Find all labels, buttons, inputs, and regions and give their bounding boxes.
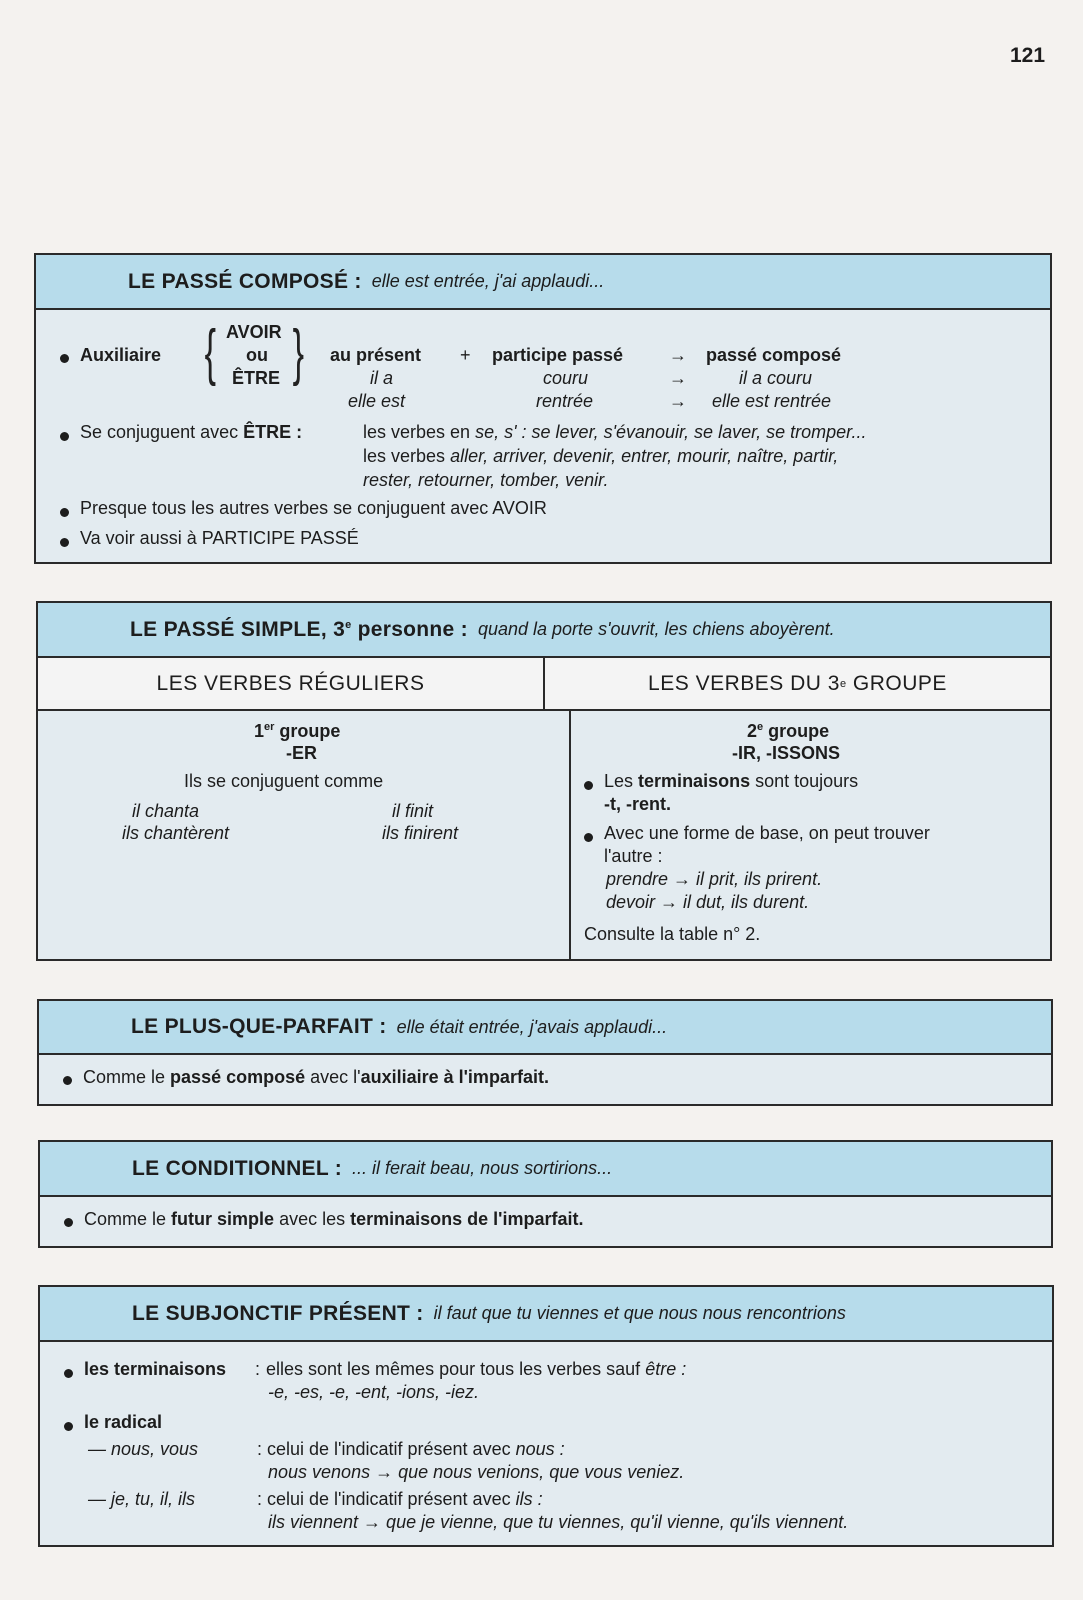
bullet-dot (584, 833, 593, 842)
passe-simple-example: quand la porte s'ouvrit, les chiens aboyèrent. (477, 619, 835, 639)
etre-line-1-b: se, s' : se lever, s'évanouir, se laver, se tromper... (475, 422, 867, 442)
etre-word-label: ÊTRE : (243, 422, 303, 442)
avoir-word: AVOIR (226, 322, 282, 342)
passe-compose-label: passé composé (706, 345, 842, 365)
conditionnel-header (40, 1142, 1051, 1197)
term-endings: -e, -es, -e, -ent, -ions, -iez. (268, 1382, 480, 1402)
g1-heading (254, 721, 340, 742)
subjonctif-example: il faut que tu viennes et que nous nous rencontrions (433, 1303, 846, 1323)
passe-simple-title-b: personne : (351, 617, 468, 641)
passe-simple-box (36, 601, 1052, 961)
cond-d: terminaisons de l'imparfait. (350, 1209, 584, 1229)
g1-label: groupe (274, 721, 341, 741)
nv-label: — nous, vous (88, 1439, 199, 1459)
passe-compose-title: LE PASSÉ COMPOSÉ : (128, 269, 362, 293)
ex2-result: elle est rentrée (712, 391, 832, 411)
nv-text-a: : celui de l'indicatif présent avec (257, 1439, 511, 1459)
col-reguliers: LES VERBES RÉGULIERS (38, 658, 545, 709)
term-c: sont toujours (755, 771, 859, 791)
pqp-b: passé composé (170, 1067, 306, 1087)
plus-sign: + (460, 345, 471, 365)
bullet-dot (60, 354, 69, 363)
forme-line-1: Avec une forme de base, on peut trouver (604, 823, 930, 843)
au-present: au présent (330, 345, 422, 365)
subjonctif-header (40, 1287, 1052, 1342)
ex-chanta: il chanta (132, 801, 200, 821)
conditionnel-body (40, 1197, 1051, 1246)
bullet-dot (63, 1076, 72, 1085)
j-word: ils : (515, 1489, 543, 1509)
nv-text (257, 1439, 565, 1460)
etre-line-1 (363, 422, 866, 443)
plus-que-parfait-box (37, 999, 1053, 1106)
pqp-title: LE PLUS-QUE-PARFAIT : (131, 1015, 387, 1038)
col-3e-b: GROUPE (846, 671, 947, 695)
cond-c: avec les (279, 1209, 346, 1229)
bullet-dot (64, 1218, 73, 1227)
arrow: → (669, 345, 687, 365)
g2-label: groupe (763, 721, 830, 741)
g2-ending: -IR, -ISSONS (732, 743, 841, 763)
term-label: les terminaisons (84, 1359, 227, 1379)
etre-word: ÊTRE (232, 368, 281, 388)
conditionnel-line (84, 1209, 583, 1230)
passe-simple-columns (38, 658, 1050, 711)
g1-ending: -ER (286, 743, 317, 763)
pqp-d: auxiliaire à l'imparfait. (360, 1067, 549, 1087)
col-3e-sup: e (839, 677, 847, 690)
pqp-line (83, 1067, 549, 1088)
term-colon: : (255, 1359, 261, 1379)
term-etre: être : (645, 1359, 687, 1379)
bullet-dot (60, 538, 69, 547)
conj-comme: Ils se conjuguent comme (184, 771, 384, 791)
ex1-aux: il a (370, 368, 394, 388)
g1-num: 1 (254, 721, 265, 741)
auxiliaire-label: Auxiliaire (80, 345, 162, 365)
pqp-c: avec l' (310, 1067, 361, 1087)
term-endings: -t, -rent. (604, 794, 671, 814)
term-b: terminaisons (638, 771, 751, 791)
term-line (604, 771, 858, 792)
ex2-part: rentrée (536, 391, 594, 411)
term-a: Les (604, 771, 634, 791)
bullet-dot (60, 508, 69, 517)
passe-simple-title-a: LE PASSÉ SIMPLE, 3 (130, 617, 346, 641)
subjonctif-body (40, 1342, 1052, 1545)
ex1-result: il a couru (739, 368, 813, 388)
cond-b: futur simple (171, 1209, 275, 1229)
left-brace: { (204, 318, 217, 387)
consulte-line: Consulte la table n° 2. (584, 924, 761, 944)
forme-line-2: l'autre : (604, 846, 663, 866)
pqp-header (39, 1001, 1051, 1055)
etre-line-2-b: aller, arriver, devenir, entrer, mourir, naître, partir, (450, 446, 839, 466)
col-3e-a: LES VERBES DU 3 (648, 671, 840, 695)
term-text (266, 1359, 686, 1380)
page-number: 121 (1010, 44, 1046, 67)
etre-prefix-text: Se conjuguent avec (80, 422, 239, 442)
passe-simple-title-sup: e (345, 618, 352, 631)
ex-finirent: ils finirent (382, 823, 459, 843)
ex2-aux: elle est (348, 391, 406, 411)
etre-line-2-a: les verbes (363, 446, 446, 466)
g1-sup: er (264, 721, 275, 733)
radical-label: le radical (84, 1412, 163, 1432)
arrow: → (669, 368, 687, 388)
participe-passe: participe passé (492, 345, 624, 365)
passe-simple-title (130, 618, 468, 642)
nv-example: nous venons → que nous venions, que vous veniez. (268, 1462, 685, 1482)
ex1-part: couru (543, 368, 589, 388)
voir-line: Va voir aussi à PARTICIPE PASSÉ (80, 528, 359, 548)
etre-line-2 (363, 446, 838, 467)
ex-finit: il finit (392, 801, 434, 821)
arrow: → (669, 391, 687, 411)
bullet-dot (584, 781, 593, 790)
j-text-a: : celui de l'indicatif présent avec (257, 1489, 511, 1509)
j-text (257, 1489, 543, 1510)
bullet-dot (64, 1422, 73, 1431)
passe-simple-body (38, 711, 1050, 959)
etre-prefix (80, 422, 302, 443)
bullet-dot (60, 432, 69, 441)
conditionnel-box (38, 1140, 1053, 1248)
ou-word: ou (246, 345, 268, 365)
g2-num: 2 (747, 721, 758, 741)
avoir-line: Presque tous les autres verbes se conjuguent avec AVOIR (80, 498, 547, 518)
forme-ex-2: devoir → il dut, ils durent. (606, 892, 810, 912)
passe-compose-body (36, 310, 1050, 562)
nv-word: nous : (515, 1439, 565, 1459)
subjonctif-title: LE SUBJONCTIF PRÉSENT : (132, 1301, 424, 1325)
right-brace: } (292, 318, 305, 387)
passe-compose-box (34, 253, 1052, 564)
passe-compose-example: elle est entrée, j'ai applaudi... (371, 271, 605, 291)
etre-line-3: rester, retourner, tomber, venir. (363, 470, 609, 490)
term-text-a: elles sont les mêmes pour tous les verbes sauf (266, 1359, 641, 1379)
subjonctif-box (38, 1285, 1054, 1547)
ex-chanterent: ils chantèrent (122, 823, 230, 843)
j-example: ils viennent → que je vienne, que tu viennes, qu'il vienne, qu'ils viennent. (268, 1512, 849, 1532)
forme-ex-1: prendre → il prit, ils prirent. (606, 869, 823, 889)
etre-line-1-a: les verbes en (363, 422, 471, 442)
conditionnel-title: LE CONDITIONNEL : (132, 1156, 343, 1180)
cond-a: Comme le (84, 1209, 167, 1229)
bullet-dot (64, 1369, 73, 1378)
g2-sup: e (757, 721, 764, 733)
g2-heading (747, 721, 829, 742)
pqp-example: elle était entrée, j'avais applaudi... (396, 1016, 668, 1037)
passe-simple-header (38, 603, 1050, 658)
pqp-a: Comme le (83, 1067, 166, 1087)
faint-bleed-through (100, 28, 131, 97)
pqp-body (39, 1055, 1051, 1104)
col-divider (569, 711, 571, 959)
j-label: — je, tu, il, ils (88, 1489, 196, 1509)
col-3e-groupe (545, 658, 1050, 709)
passe-compose-header (36, 255, 1050, 310)
conditionnel-example: ... il ferait beau, nous sortirions... (352, 1158, 613, 1178)
